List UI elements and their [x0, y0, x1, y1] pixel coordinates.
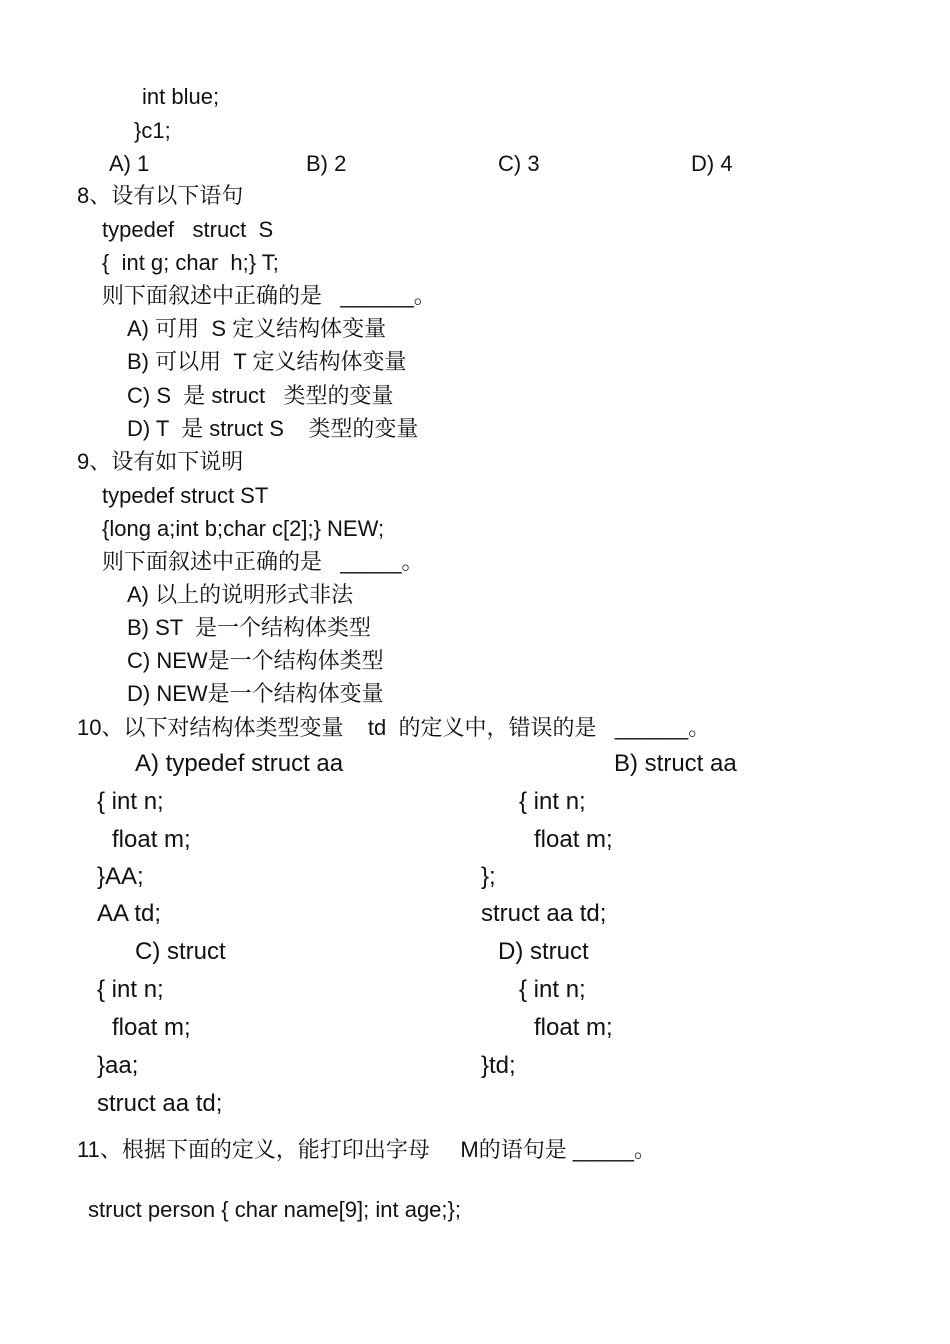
q10-c-code-line: float m; [112, 1014, 191, 1041]
q8-code-line: typedef struct S [102, 217, 274, 242]
q10-b-code-line: { int n; [519, 788, 586, 815]
q10-a-code-line: }AA; [97, 863, 144, 890]
q10-d-code-line: }td; [481, 1052, 516, 1079]
q8-stem: 则下面叙述中正确的是 ______。 [102, 283, 436, 308]
q10-a-code-line: float m; [112, 826, 191, 853]
q10-a-code-line: { int n; [97, 788, 164, 815]
q9-option-a: A) 以上的说明形式非法 [127, 582, 354, 607]
q10-c-code-line: struct aa td; [97, 1090, 223, 1117]
q8-code-line: { int g; char h;} T; [102, 250, 279, 275]
q8-option-a: A) 可用 S 定义结构体变量 [127, 316, 387, 341]
q10-title: 10、以下对结构体类型变量 td 的定义中，错误的是 ______。 [77, 715, 711, 740]
q10-b-code-line: struct aa td; [481, 900, 607, 927]
q10-b-code-line: float m; [534, 826, 613, 853]
q7-code-line: int blue; [142, 84, 220, 109]
q7-option-a: A) 1 [109, 151, 150, 176]
q9-code-line: {long a;int b;char c[2];} NEW; [102, 516, 385, 541]
q9-option-d: D) NEW是一个结构体变量 [127, 681, 384, 706]
q10-c-code-line: { int n; [97, 976, 164, 1003]
q10-option-c-label: C) struct [135, 938, 226, 965]
q7-option-d: D) 4 [691, 151, 733, 176]
q10-c-code-line: }aa; [97, 1052, 139, 1079]
q10-d-code-line: float m; [534, 1014, 613, 1041]
q10-option-b-label: B) struct aa [614, 750, 737, 777]
q10-option-a-label: A) typedef struct aa [135, 750, 344, 777]
q11-title: 11、根据下面的定义，能打印出字母 M的语句是 _____。 [77, 1137, 657, 1162]
q8-title: 8、设有以下语句 [77, 183, 244, 208]
q7-option-c: C) 3 [498, 151, 540, 176]
q9-title: 9、设有如下说明 [77, 449, 244, 474]
q9-stem: 则下面叙述中正确的是 _____。 [102, 549, 424, 574]
q9-code-line: typedef struct ST [102, 483, 269, 508]
q10-a-code-line: AA td; [97, 900, 162, 927]
q10-option-d-label: D) struct [498, 938, 589, 965]
q9-option-b: B) ST 是一个结构体类型 [127, 615, 372, 640]
q10-b-code-line: }; [481, 863, 496, 890]
q7-code-line: }c1; [134, 118, 171, 143]
q8-option-d: D) T 是 struct S 类型的变量 [127, 416, 419, 441]
q8-option-b: B) 可以用 T 定义结构体变量 [127, 349, 407, 374]
q9-option-c: C) NEW是一个结构体类型 [127, 648, 384, 673]
q7-option-b: B) 2 [306, 151, 347, 176]
q11-code-line: struct person { char name[9]; int age;}; [88, 1197, 461, 1222]
q10-d-code-line: { int n; [519, 976, 586, 1003]
q8-option-c: C) S 是 struct 类型的变量 [127, 383, 394, 408]
